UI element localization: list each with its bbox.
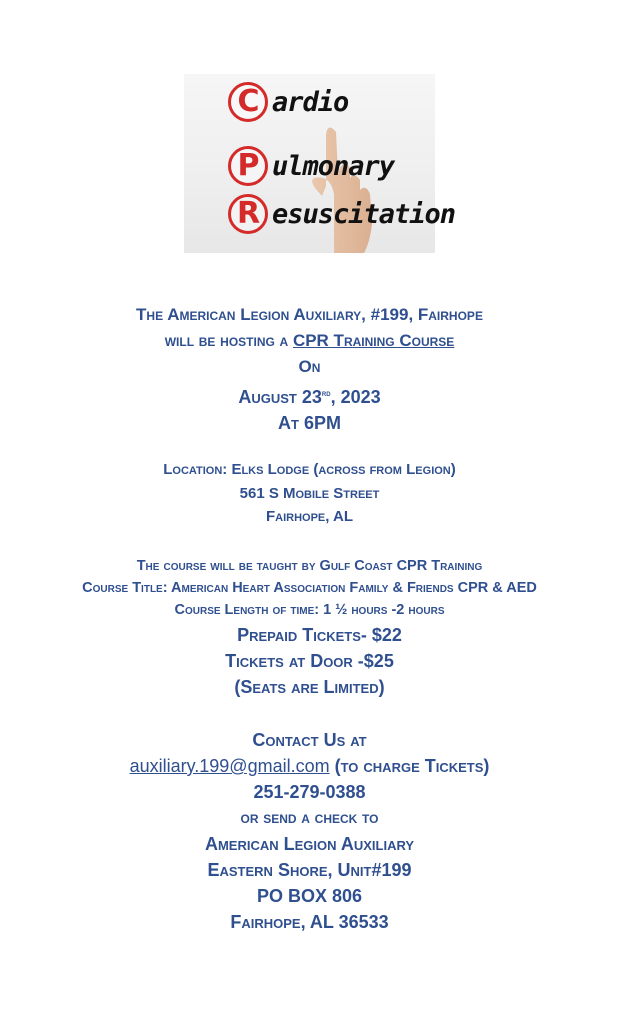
event-header — [0, 302, 619, 436]
contact-city: Fairhope, AL 36533 — [230, 912, 389, 932]
logo-line-resuscitation — [236, 194, 456, 234]
logo-initial-c: C — [228, 82, 268, 122]
logo-rest-pulmonary: ulmonary — [272, 150, 395, 182]
logo-line-cardio — [237, 82, 349, 122]
location-line-1: Location: Elks Lodge (across from Legion) — [163, 461, 456, 478]
location-block — [0, 458, 619, 529]
cpr-logo-image — [184, 74, 456, 253]
logo-initial-r: R — [228, 194, 268, 234]
logo-rest-cardio: ardio — [272, 86, 349, 118]
course-block — [0, 555, 619, 621]
logo-line-pulmonary — [237, 146, 395, 186]
location-line-3: Fairhope, AL — [265, 508, 354, 525]
contact-org-1: American Legion Auxiliary — [204, 834, 415, 854]
event-date — [0, 380, 619, 410]
tickets-block — [0, 622, 619, 700]
event-time: At 6PM — [278, 413, 341, 433]
seats-limited: (Seats are Limited) — [234, 677, 385, 697]
header-line-2 — [0, 328, 619, 354]
header-line-2-prefix: will be hosting a — [164, 331, 293, 350]
date-sup: rd — [321, 388, 331, 398]
location-line-2: 561 S Mobile Street — [239, 484, 380, 502]
contact-phone: 251-279-0388 — [253, 782, 366, 802]
header-line-1: The American Legion Auxiliary, #199, Fairhope — [136, 305, 483, 324]
date-prefix: August 23 — [238, 387, 322, 407]
door-tickets: Tickets at Door -$25 — [225, 651, 394, 671]
email-note: (to charge Tickets) — [329, 756, 490, 776]
prepaid-tickets: Prepaid Tickets- $22 — [237, 625, 402, 645]
course-line-3: Course Length of time: 1 ½ hours -2 hours — [174, 602, 445, 618]
contact-po-box: PO BOX 806 — [256, 886, 363, 906]
contact-check: or send a check to — [240, 808, 379, 827]
contact-email-link[interactable]: auxiliary.199@gmail.com — [129, 756, 330, 776]
contact-block — [0, 727, 619, 935]
header-on: On — [298, 357, 321, 376]
contact-org-2: Eastern Shore, Unit#199 — [207, 860, 412, 880]
course-line-1: The course will be taught by Gulf Coast CPR Training — [136, 558, 483, 574]
date-suffix: , 2023 — [330, 387, 381, 407]
contact-heading: Contact Us at — [252, 730, 367, 750]
logo-initial-p: P — [228, 146, 268, 186]
course-line-2: Course Title: American Heart Association Family & Friends CPR & AED — [82, 580, 537, 596]
logo-rest-resuscitation: esuscitation — [272, 198, 456, 230]
cpr-course-link[interactable]: CPR Training Course — [292, 331, 455, 350]
contact-email-line — [0, 753, 619, 779]
